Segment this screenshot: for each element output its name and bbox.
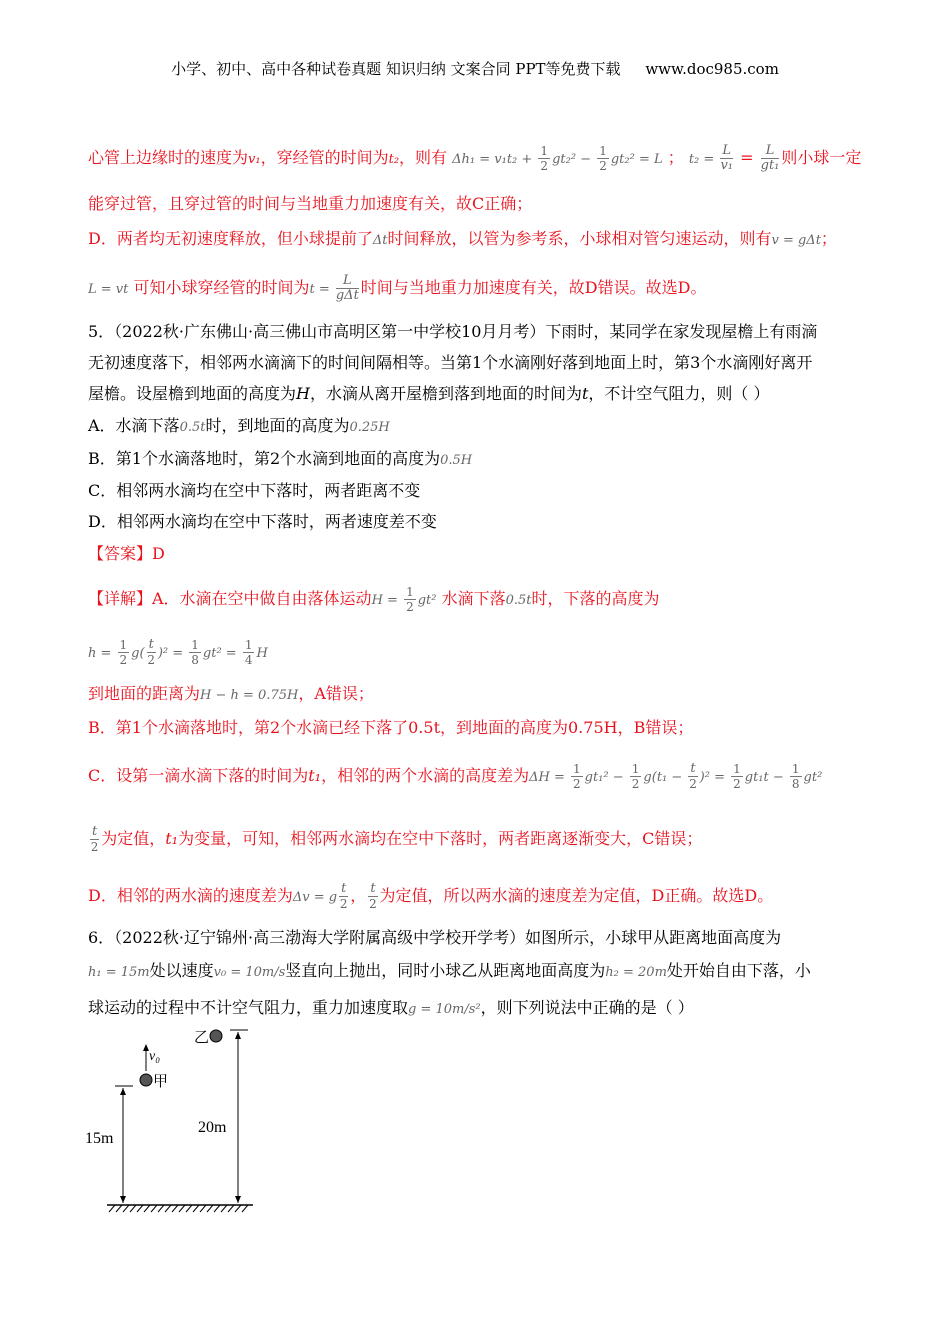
ball-jia xyxy=(140,1074,152,1086)
q5-option-c[interactable]: C．相邻两水滴均在空中下落时，两者距离不变 xyxy=(88,481,421,500)
label-15m: 15m xyxy=(85,1130,114,1147)
page-header xyxy=(0,58,950,79)
q5-option-a[interactable]: A．水滴下落0.5t时，到地面的高度为0.25H xyxy=(88,416,390,435)
label-yi: 乙 xyxy=(194,1028,210,1046)
label-jia: 甲 xyxy=(153,1072,169,1090)
header-title: 小学、初中、高中各种试卷真题 知识归纳 文案合同 PPT等免费下载 xyxy=(171,60,621,78)
q5-detail-4: B．第1个水滴落地时，第2个水滴已经下落了0.5t，到地面的高度为0.75H，B错误； xyxy=(88,718,694,737)
prev-line-2: 能穿过管，且穿过管的时间与当地重力加速度有关，故C正确； xyxy=(88,194,533,213)
prev-line-1: 心管上边缘时的速度为v₁，穿经管的时间为t₂，则有 Δh₁ = v₁t₂ + $\frac{1}{2}$ gt₂² − $\frac{1}{2}$ gt₂² = L ； t₂ = $\frac{L}{\text{v₁}}$ = $\frac{L}{\text{gt₁}}$ 则小球一定 xyxy=(88,143,862,173)
prev-line-3: D．两者均无初速度释放，但小球提前了Δt时间释放，以管为参考系，小球相对管匀速运动，则有v = gΔt； xyxy=(88,229,837,248)
q6-stem-1: 6．（2022秋·辽宁锦州·高三渤海大学附属高级中学校开学考）如图所示，小球甲从距离地面高度为 xyxy=(88,928,782,947)
ball-yi xyxy=(210,1030,222,1042)
q5-detail-6: $\frac{t}{2}$ 为定值，t₁为变量，可知，相邻两水滴均在空中下落时，两者距离逐渐变大，C错误； xyxy=(90,824,703,854)
header-url[interactable]: www.doc985.com xyxy=(645,60,779,78)
q5-option-b[interactable]: B．第1个水滴落地时，第2个水滴到地面的高度为0.5H xyxy=(88,449,473,468)
label-20m: 20m xyxy=(198,1119,227,1136)
q5-answer: 【答案】D xyxy=(88,544,165,563)
q5-detail-eq-h: h = $\frac{1}{2}$ g( $\frac{t}{2}$ )² = $\frac{1}{8}$ gt² = $\frac{1}{4}$ H xyxy=(88,637,268,667)
q6-stem-3: 球运动的过程中不计空气阻力，重力加速度取g = 10m/s²，则下列说法中正确的是（ ） xyxy=(88,998,694,1017)
prev-line-4: L = vt 可知小球穿经管的时间为t = L gΔt 时间与当地重力加速度有关，故D错误。故选D。 xyxy=(88,273,707,303)
q6-stem-2: h₁ = 15m处以速度v₀ = 10m/s竖直向上抛出，同时小球乙从距离地面高度为h₂ = 20m处开始自由下落，小 xyxy=(88,961,811,980)
ground-hatch xyxy=(109,1205,248,1212)
q5-stem-1: 5．（2022秋·广东佛山·高三佛山市高明区第一中学校10月月考）下雨时，某同学在家发现屋檐上有雨滴 xyxy=(88,322,818,341)
q5-stem-3: 屋檐。设屋檐到地面的高度为H，水滴从离开屋檐到落到地面的时间为t，不计空气阻力，则（ ） xyxy=(88,384,770,403)
q5-detail-3: 到地面的距离为H − h = 0.75H，A错误； xyxy=(88,684,374,703)
q5-option-d[interactable]: D．相邻两水滴均在空中下落时，两者速度差不变 xyxy=(88,512,437,531)
q5-detail-5: C．设第一滴水滴下落的时间为t₁，相邻的两个水滴的高度差为ΔH = $\frac{1}{2}$ gt₁² − $\frac{1}{2}$ g(t₁ − $\frac{t}{2}$ )² = $\frac{1}{2}$ gt₁t − $\frac{1}{8}$ gt² xyxy=(88,761,823,791)
q5-detail-1: 【详解】A．水滴在空中做自由落体运动H = $\frac{1}{2}$ gt² 水滴下落0.5t时，下落的高度为 xyxy=(88,585,660,614)
q5-stem-2: 无初速度落下，相邻两水滴滴下的时间间隔相等。当第1个水滴刚好落到地面上时，第3个水滴刚好离开 xyxy=(88,353,813,372)
q6-figure xyxy=(85,1028,285,1218)
label-v0: v₀ xyxy=(149,1049,161,1064)
q5-detail-7: D．相邻的两水滴的速度差为Δv = g $\frac{t}{2}$ ， $\frac{t}{2}$ 为定值，所以两水滴的速度差为定值，D正确。故选D。 xyxy=(88,881,774,911)
